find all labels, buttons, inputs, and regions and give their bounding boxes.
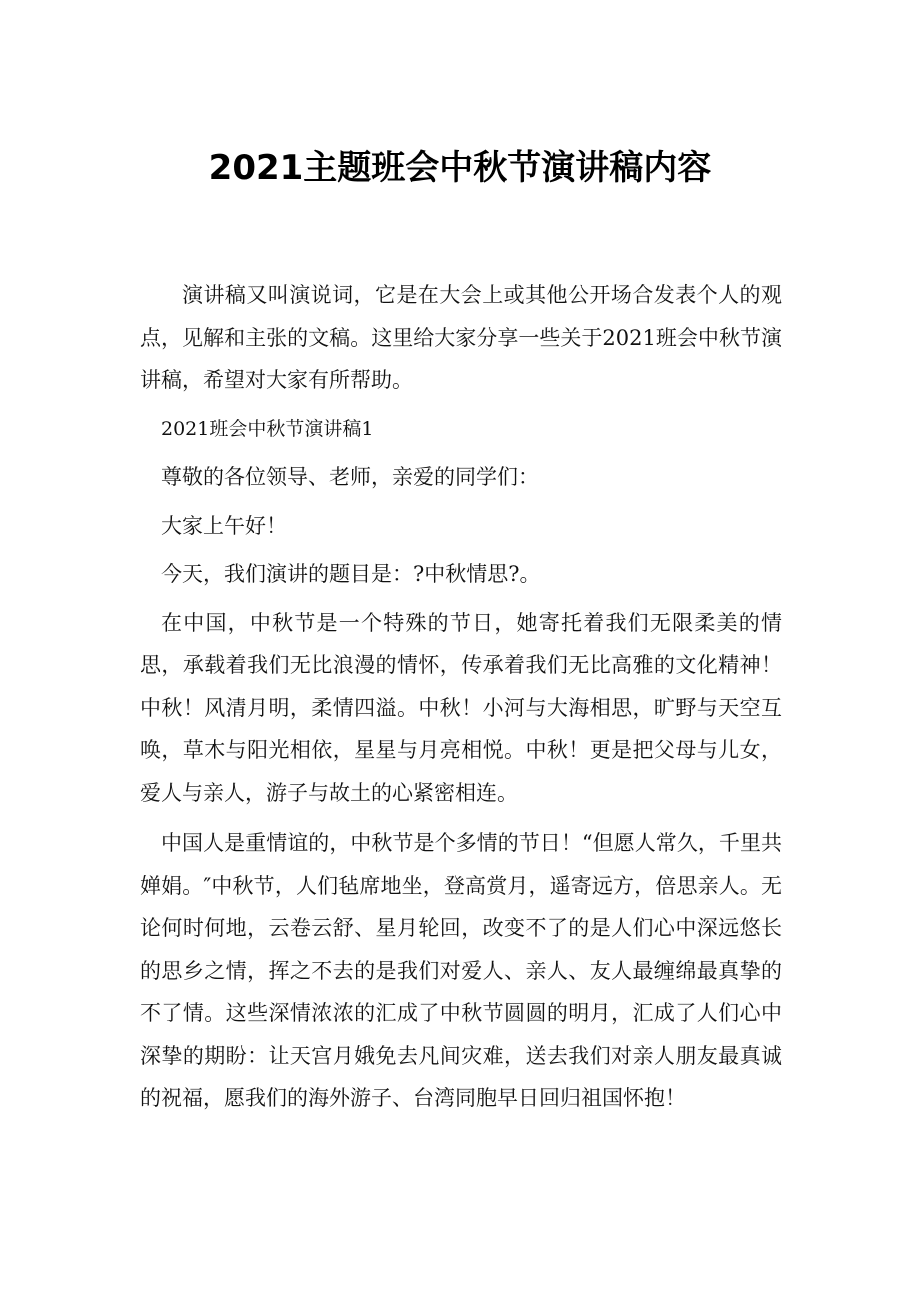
greeting: 大家上午好！	[161, 513, 287, 538]
intro-paragraph: 演讲稿又叫演说词，它是在大会上或其他公开场合发表个人的观点，见解和主张的文稿。这里给大家分享一些关于2021班会中秋节演讲稿，希望对大家有所帮助。	[140, 283, 782, 392]
section-heading: 2021班会中秋节演讲稿1	[161, 417, 374, 440]
salutation: 尊敬的各位领导、老师，亲爱的同学们：	[161, 465, 539, 489]
document-body	[140, 274, 782, 1120]
body-paragraph: 在中国，中秋节是一个特殊的节日，她寄托着我们无限柔美的情思，承载着我们无比浪漫的情怀，传承着我们无比高雅的文化精神！中秋！风清月明，柔情四溢。中秋！小河与大海相思，旷野与天空互唤，草木与阳光相依，星星与月亮相悦。中秋！更是把父母与儿女，爱人与亲人，游子与故土的心紧密相连。	[140, 610, 782, 805]
document-title: 2021主题班会中秋节演讲稿内容	[208, 148, 712, 188]
body-paragraph: 中国人是重情谊的，中秋节是个多情的节日！“但愿人常久，千里共婵娟。″中秋节，人们毡席地坐，登高赏月，遥寄远方，倍思亲人。无论何时何地，云卷云舒、星月轮回，改变不了的是人们心中深远悠长的思乡之情，挥之不去的是我们对爱人、亲人、友人最缠绵最真挚的不了情。这些深情浓浓的汇成了中秋节圆圆的明月，汇成了人们心中深挚的期盼：让天宫月娥免去凡间灾难，送去我们对亲人朋友最真诚的祝福，愿我们的海外游子、台湾同胞早日回归祖国怀抱！	[140, 831, 782, 1110]
topic-line: 今天，我们演讲的题目是：?中秋情思?。	[161, 562, 541, 586]
